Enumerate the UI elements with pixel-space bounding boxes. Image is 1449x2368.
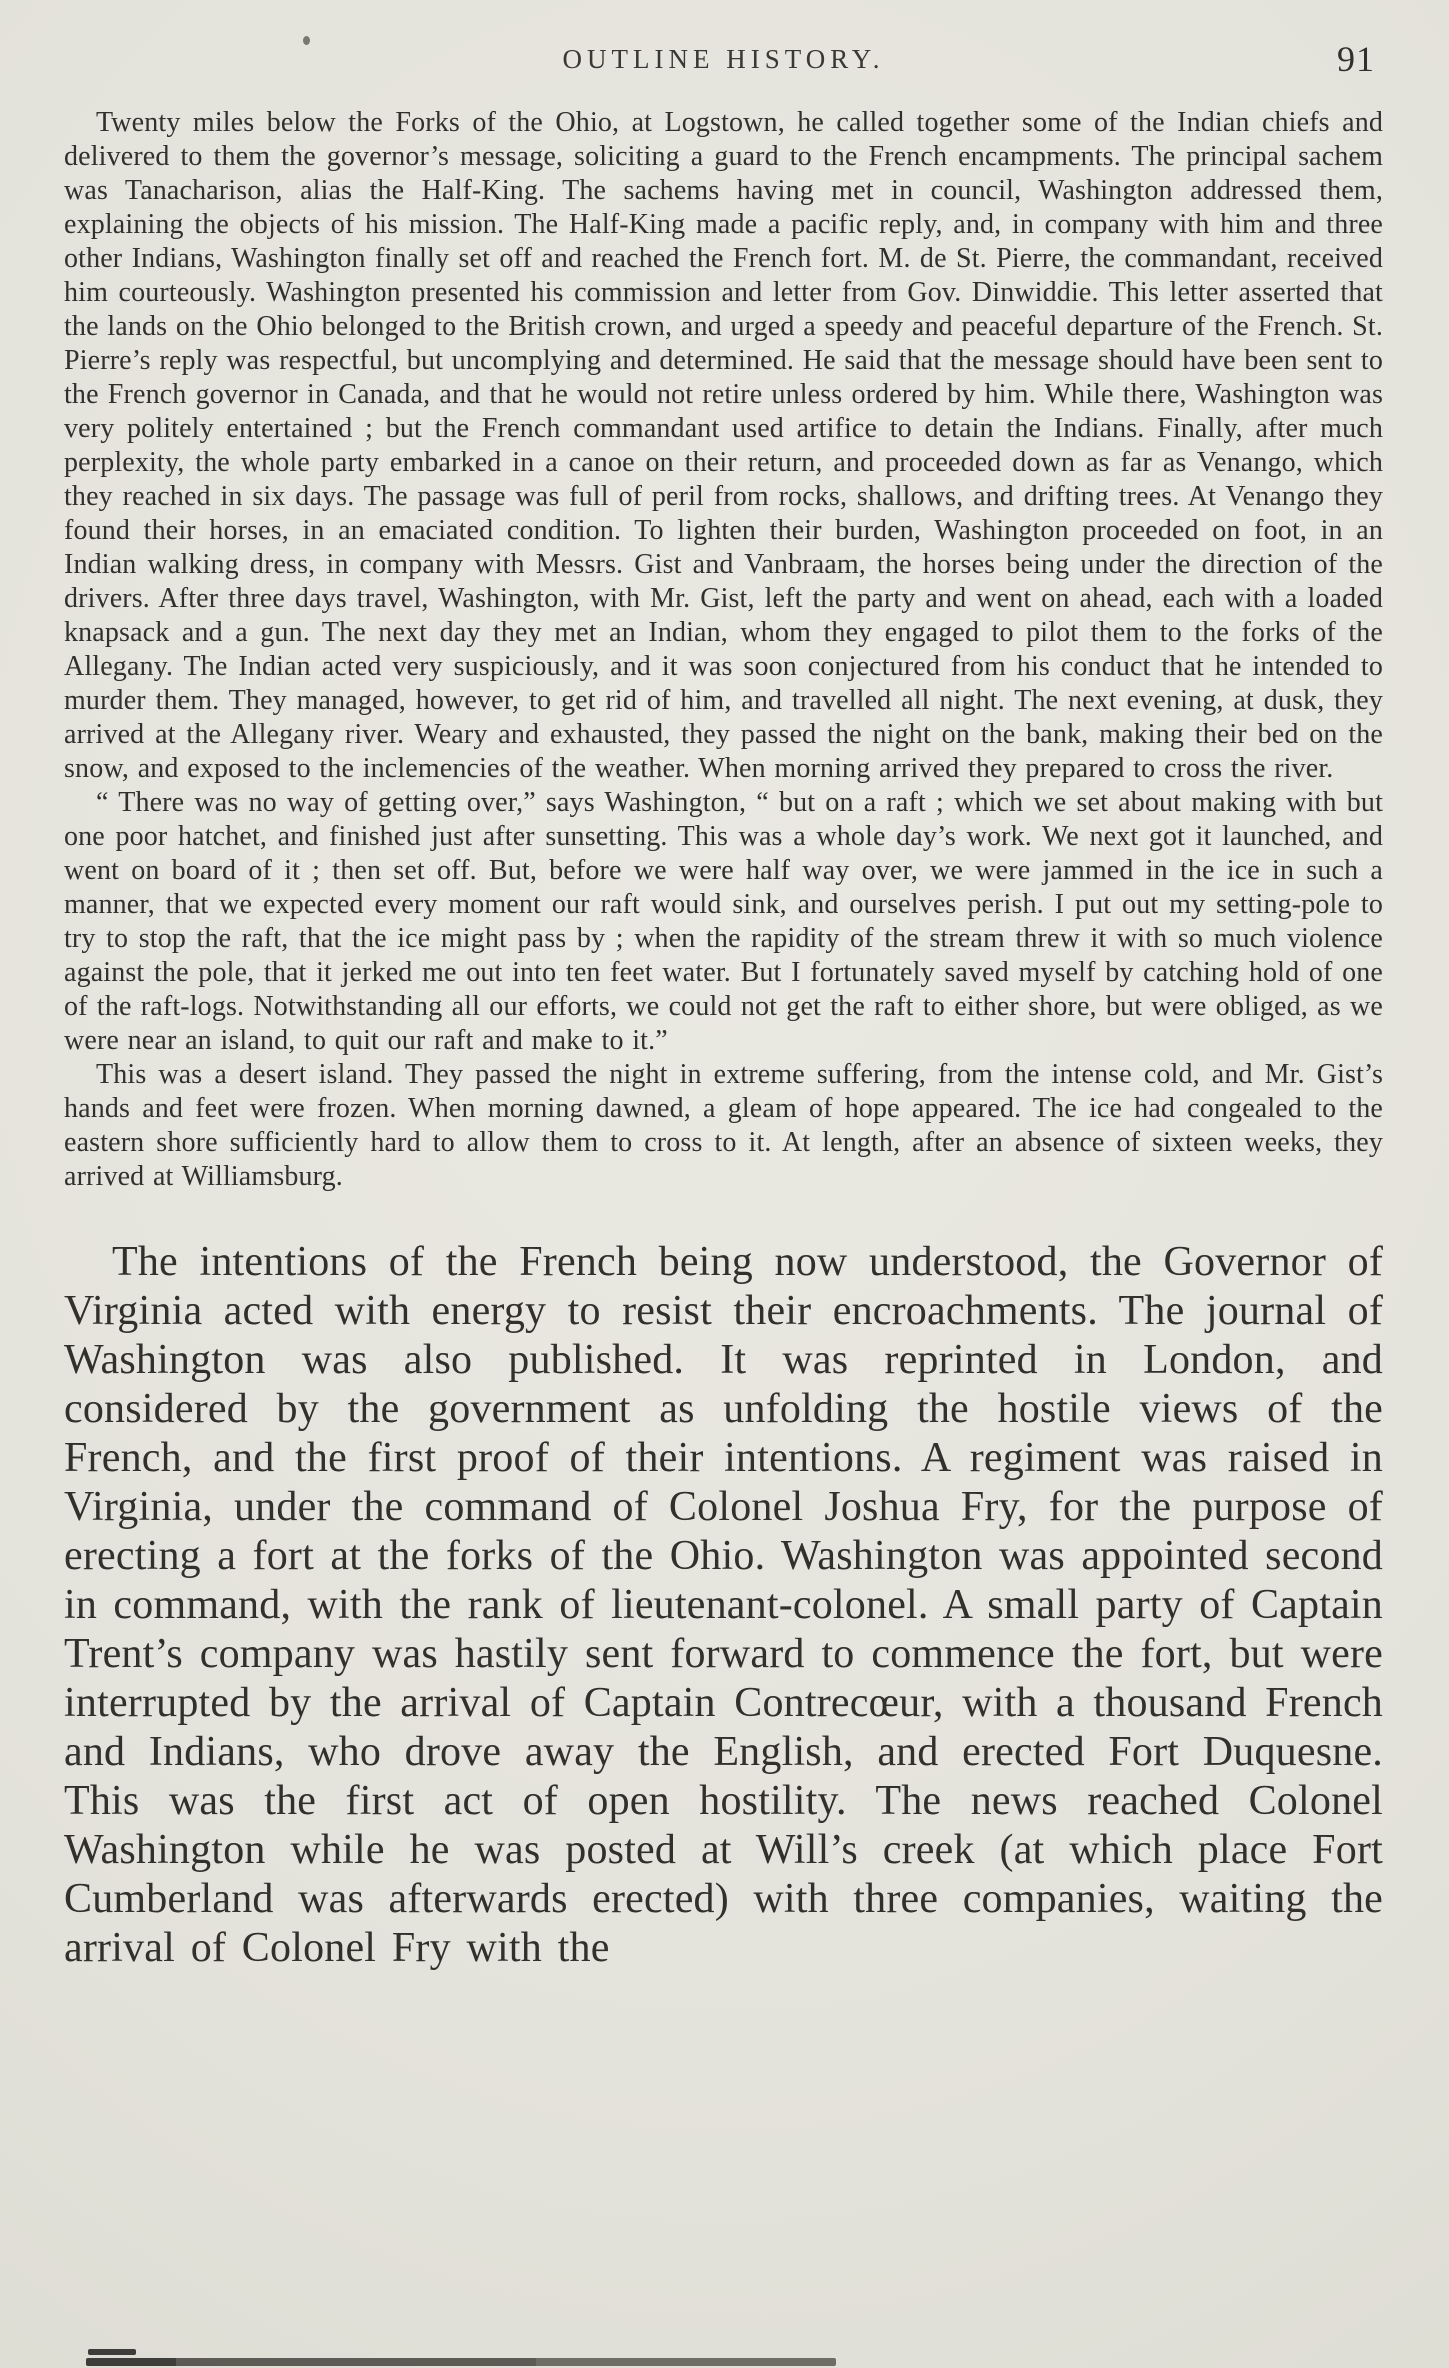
- paragraph-raft-quote: “ There was no way of getting over,” says Washington, “ but on a raft ; which we set about making with but one poor hatchet, and finished just after sunsetting. This was a whole day’s work. We next got it launched, and went on board of it ; then set off. But, before we were half way over, we were jammed in the ice in such a manner, that we expected every moment our raft would sink, and ourselves perish. I put out my setting-pole to try to stop the raft, that the ice might pass by ; when the rapidity of the stream threw it with so much violence against the pole, that it jerked me out into ten feet water. But I fortunately saved myself by catching hold of one of the raft-logs. Notwithstanding all our efforts, we could not get the raft to either shore, but were obliged, as we were near an island, to quit our raft and make to it.”: [64, 787, 1383, 1056]
- paragraph-intentions: The intentions of the French being now understood, the Governor of Virginia acted with energy to resist their encroachments. The journal of Washington was also published. It was reprinted in London, and considered by the government as unfolding the hostile views of the French, and the first proof of their intentions. A regiment was raised in Virginia, under the command of Colonel Joshua Fry, for the purpose of erecting a fort at the forks of the Ohio. Washington was appointed second in command, with the rank of lieutenant-colonel. A small party of Captain Trent’s company was hastily sent forward to commence the fort, but were interrupted by the arrival of Captain Contrecœur, with a thousand French and Indians, who drove away the English, and erected Fort Duquesne. This was the first act of open hostility. The news reached Colonel Washington while he was posted at Will’s creek (at which place Fort Cumberland was afterwards erected) with three companies, waiting the arrival of Colonel Fry with the: [64, 1239, 1383, 1971]
- extract-section: [64, 106, 1383, 1194]
- page-header: [64, 39, 1383, 90]
- scan-artifact: [86, 2358, 836, 2366]
- ink-speck: [303, 36, 310, 45]
- running-title: OUTLINE HISTORY.: [562, 44, 885, 74]
- paragraph-journey: Twenty miles below the Forks of the Ohio, at Logstown, he called together some of the Indian chiefs and delivered to them the governor’s message, soliciting a guard to the French encampments. The principal sachem was Tanacharison, alias the Half-King. The sachems having met in council, Washington addressed them, explaining the objects of his mission. The Half-King made a pacific reply, and, in company with him and three other Indians, Washington finally set off and reached the French fort. M. de St. Pierre, the commandant, received him courteously. Washington presented his commission and letter from Gov. Dinwiddie. This letter asserted that the lands on the Ohio belonged to the British crown, and urged a speedy and peaceful departure of the French. St. Pierre’s reply was respectful, but uncomplying and determined. He said that the message should have been sent to the French governor in Canada, and that he would not retire unless ordered by him. While there, Washington was very politely entertained ; but the French commandant used artifice to detain the Indians. Finally, after much perplexity, the whole party embarked in a canoe on their return, and proceeded down as far as Venango, which they reached in six days. The passage was full of peril from rocks, shallows, and drifting trees. At Venango they found their horses, in an emaciated condition. To lighten their burden, Washington proceeded on foot, in an Indian walking dress, in company with Messrs. Gist and Vanbraam, the horses being under the direction of the drivers. After three days travel, Washington, with Mr. Gist, left the party and went on ahead, each with a loaded knapsack and a gun. The next day they met an Indian, whom they engaged to pilot them to the forks of the Allegany. The Indian acted very suspiciously, and it was soon conjectured from his conduct that he intended to murder them. They managed, however, to get rid of him, and travelled all night. The next evening, at dusk, they arrived at the Allegany river. Weary and exhausted, they passed the night on the bank, making their bed on the snow, and exposed to the inclemencies of the weather. When morning arrived they prepared to cross the river.: [64, 107, 1383, 784]
- page-number: 91: [1337, 39, 1375, 79]
- paragraph-desert-island: This was a desert island. They passed the night in extreme suffering, from the intense cold, and Mr. Gist’s hands and feet were frozen. When morning dawned, a gleam of hope appeared. The ice had congealed to the eastern shore sufficiently hard to allow them to cross to it. At length, after an absence of sixteen weeks, they arrived at Williamsburg.: [64, 1059, 1383, 1192]
- main-text-section: [64, 1238, 1383, 1973]
